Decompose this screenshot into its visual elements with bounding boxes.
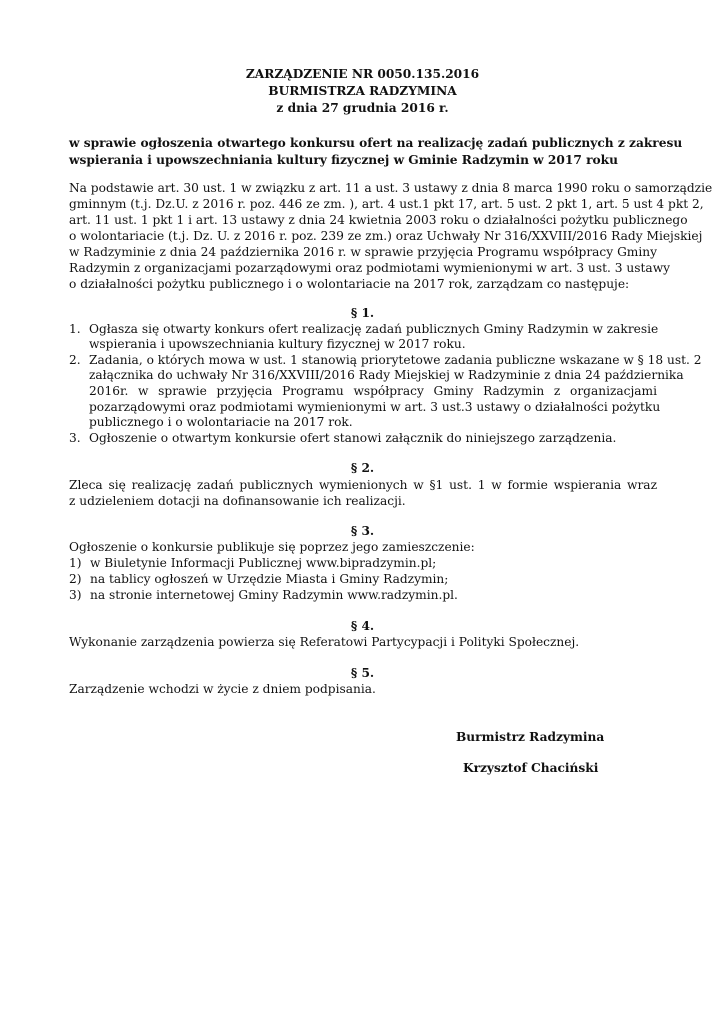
- list-item-text: na stronie internetowej Gminy Radzymin www.radzymin.pl.: [90, 588, 458, 602]
- list-item-text: Ogłoszenie o otwartym konkursie ofert stanowi załącznik do niniejszego zarządzenia.: [89, 431, 617, 445]
- preamble-line: art. 11 ust. 1 pkt 1 i art. 13 ustawy z dnia 24 kwietnia 2003 roku o działalności pożytku publicznego: [69, 213, 688, 227]
- section-2-text: z udzieleniem dotacji na dofinansowanie ich realizacji.: [69, 494, 406, 508]
- section-4-text: Wykonanie zarządzenia powierza się Referatowi Partycypacji i Polityki Społecznej.: [69, 635, 580, 649]
- preamble-line: Radzymin z organizacjami pozarządowymi oraz podmiotami wymienionymi w art. 3 ust. 3 ustawy: [69, 261, 671, 275]
- section-2-text: Zleca się realizację zadań publicznych wymienionych w §1 ust. 1 w formie wspierania wraz: [69, 478, 657, 492]
- list-number: 2.: [69, 353, 81, 367]
- list-item-text: publicznego i o wolontariacie na 2017 rok.: [89, 415, 353, 429]
- section-5-text: Zarządzenie wchodzi w życie z dniem podpisania.: [69, 682, 376, 696]
- subject-line-2: wspierania i upowszechniania kultury fizycznej w Gminie Radzymin w 2017 roku: [69, 153, 618, 167]
- list-item-text: wspierania i upowszechniania kultury fizycznej w 2017 roku.: [89, 337, 466, 351]
- document-title: ZARZĄDZENIE NR 0050.135.2016: [245, 67, 480, 81]
- section-3-heading: § 3.: [350, 524, 375, 538]
- list-item-text: pozarządowymi oraz podmiotami wymienionymi w art. 3 ust.3 ustawy o działalności pożytku: [89, 400, 661, 414]
- list-item-text: 2016r. w sprawie przyjęcia Programu współpracy Gminy Radzymin z organizacjami: [89, 384, 657, 398]
- section-3-intro: Ogłoszenie o konkursie publikuje się poprzez jego zamieszczenie:: [69, 540, 475, 554]
- section-4-heading: § 4.: [350, 619, 375, 633]
- list-item-text: Ogłasza się otwarty konkurs ofert realizację zadań publicznych Gminy Radzymin w zakresie: [89, 322, 659, 336]
- list-item-text: w Biuletynie Informacji Publicznej www.bipradzymin.pl;: [90, 556, 437, 570]
- list-number: 2): [69, 572, 82, 586]
- preamble-line: o wolontariacie (t.j. Dz. U. z 2016 r. poz. 239 ze zm.) oraz Uchwały Nr 316/XXVIII/2016 Rady Miejskiej: [69, 229, 703, 243]
- list-number: 1): [69, 556, 82, 570]
- list-item-text: Zadania, o których mowa w ust. 1 stanowią priorytetowe zadania publiczne wskazane w § 18 ust. 2: [89, 353, 702, 367]
- document-date: z dnia 27 grudnia 2016 r.: [276, 101, 449, 115]
- signature-name: Krzysztof Chaciński: [463, 761, 599, 775]
- list-number: 3): [69, 588, 82, 602]
- preamble-line: o działalności pożytku publicznego i o wolontariacie na 2017 rok, zarządzam co następuje:: [69, 277, 630, 291]
- list-item-text: na tablicy ogłoszeń w Urzędzie Miasta i Gminy Radzymin;: [90, 572, 449, 586]
- issuer: BURMISTRZA RADZYMINA: [268, 84, 457, 98]
- preamble-line: gminnym (t.j. Dz.U. z 2016 r. poz. 446 ze zm. ), art. 4 ust.1 pkt 17, art. 5 ust. 2 pkt 1, art. 5 ust 4 pkt 2,: [69, 197, 704, 211]
- section-1-heading: § 1.: [350, 306, 375, 320]
- section-2-heading: § 2.: [350, 461, 375, 475]
- preamble-line: Na podstawie art. 30 ust. 1 w związku z art. 11 a ust. 3 ustawy z dnia 8 marca 1990 roku o samorządzie: [69, 181, 713, 195]
- section-5-heading: § 5.: [350, 666, 375, 680]
- signature-title: Burmistrz Radzymina: [456, 730, 605, 744]
- list-number: 3.: [69, 431, 81, 445]
- subject-line-1: w sprawie ogłoszenia otwartego konkursu ofert na realizację zadań publicznych z zakresu: [69, 136, 683, 150]
- preamble-line: w Radzyminie z dnia 24 października 2016 r. w sprawie przyjęcia Programu współpracy Gminy: [69, 245, 657, 259]
- list-item-text: załącznika do uchwały Nr 316/XXVIII/2016 Rady Miejskiej w Radzyminie z dnia 24 października: [89, 368, 684, 382]
- list-number: 1.: [69, 322, 81, 336]
